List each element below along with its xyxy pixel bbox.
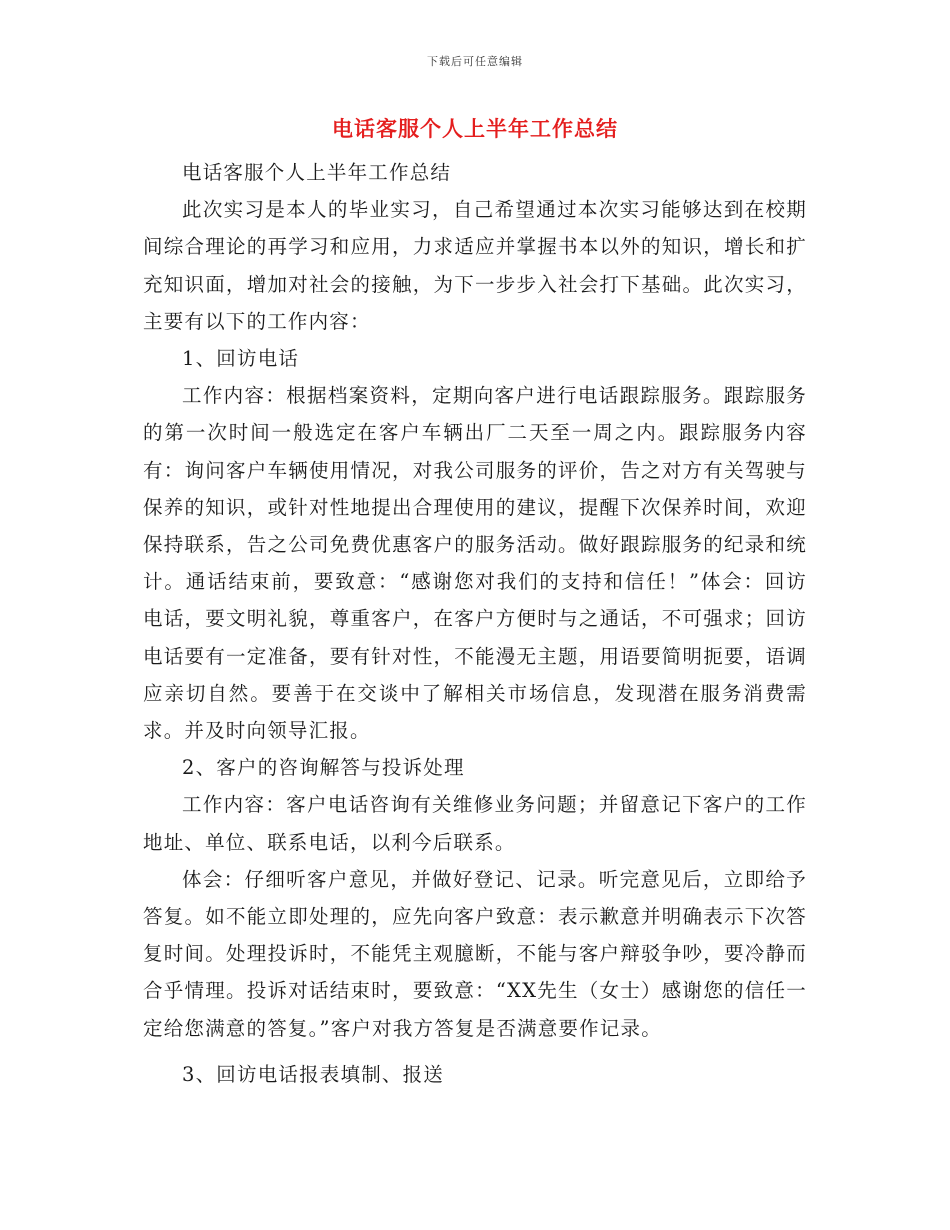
header-note: 下载后可任意编辑 bbox=[427, 55, 523, 68]
paragraph-intro: 此次实习是本人的毕业实习，自己希望通过本次实习能够达到在校期间综合理论的再学习和应用，力求适应并掌握书本以外的知识，增长和扩充知识面，增加对社会的接触，为下一步步入社会打下基础。此次实习，主要有以下的工作内容： bbox=[143, 198, 807, 333]
section-heading-1: 1、回访电话 bbox=[182, 347, 300, 371]
document-body bbox=[143, 154, 807, 1093]
paragraph-inquiry-experience: 体会：仔细听客户意见，并做好登记、记录。听完意见后，立即给予答复。如不能立即处理的，应先向客户致意：表示歉意并明确表示下次答复时间。处理投诉时，不能凭主观臆断，不能与客户辩驳争吵，要冷静而合乎情理。投诉对话结束时，要致意：“XX先生（女士）感谢您的信任一定给您满意的答复。”客户对我方答复是否满意要作记录。 bbox=[143, 867, 807, 1040]
paragraph-subtitle: 电话客服个人上半年工作总结 bbox=[182, 161, 452, 184]
paragraph-inquiry-content: 工作内容：客户电话咨询有关维修业务问题；并留意记下客户的工作地址、单位、联系电话，以利今后联系。 bbox=[143, 793, 807, 854]
document-title: 电话客服个人上半年工作总结 bbox=[332, 116, 618, 141]
paragraph-callback-content: 工作内容：根据档案资料，定期向客户进行电话跟踪服务。跟踪服务的第一次时间一般选定在客户车辆出厂二天至一周之内。跟踪服务内容有：询问客户车辆使用情况，对我公司服务的评价，告之对方有关驾驶与保养的知识，或针对性地提出合理使用的建议，提醒下次保养时间，欢迎保持联系，告之公司免费优惠客户的服务活动。做好跟踪服务的纪录和统计。通话结束前，要致意：“感谢您对我们的支持和信任！”体会：回访电话，要文明礼貌，尊重客户，在客户方便时与之通话，不可强求；回访电话要有一定准备，要有针对性，不能漫无主题，用语要简明扼要，语调应亲切自然。要善于在交谈中了解相关市场信息，发现潜在服务消费需求。并及时向领导汇报。 bbox=[143, 384, 807, 743]
section-heading-3: 3、回访电话报表填制、报送 bbox=[182, 1062, 445, 1086]
section-heading-2: 2、客户的咨询解答与投诉处理 bbox=[182, 756, 465, 780]
